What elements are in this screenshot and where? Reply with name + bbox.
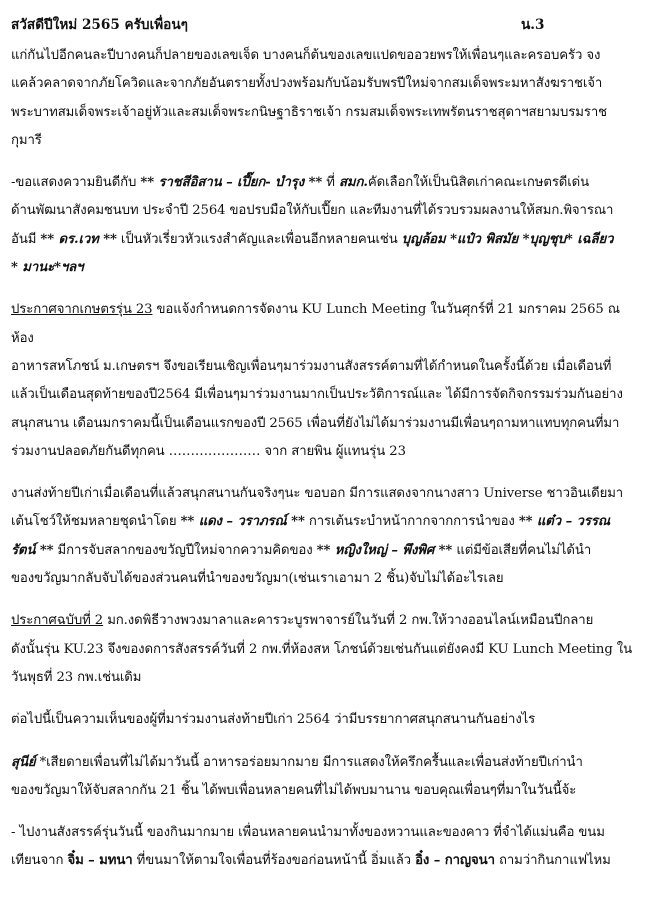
text-run: -ขอแสดงความยินดีกับ xyxy=(11,175,141,191)
text-line xyxy=(11,508,637,536)
text-line: พระบาทสมเด็จพระเจ้าอยู่หัวและสมเด็จพระกนิษฐาธิราชเจ้า กรมสมเด็จพระเทพรัตนราชสุดาฯสยามบรมราช xyxy=(11,104,608,120)
text-line xyxy=(11,296,637,353)
text-run: เป็นหัวเรี่ยวหัวแรงสำคัญและเพื่อนอีกหลายคนเช่น xyxy=(116,231,402,247)
text-run: ที่ขนมาให้ตามใจเพื่อนที่ร้องขอก่อนหน้านี้ อิ่มแล้ว xyxy=(132,853,416,869)
text-line: แล้วเป็นเดือนสุดท้ายของปี2564 มีเพื่อนๆมาร่วมงานมากเป็นประวัติการณ์และ ได้มีการจัดกิจกรรมร่วมกันอย่าง xyxy=(11,387,623,403)
person-name: สุนีย์ xyxy=(11,754,36,770)
honoree-name: ** ราชสีอิสาน – เปี๊ยก- บำรุง ** xyxy=(140,175,323,191)
text-line: แก่กันไปอีกคนละปีบางคนก็ปลายของเลขเจ็ด บางคนก็ต้นของเลขแปดขออวยพรให้เพื่อนๆและครอบครัว จง xyxy=(11,48,601,63)
announcement-heading: ประกาศจากเกษตรรุ่น 23 xyxy=(11,302,153,318)
text-run: มก.งดพิธีวางพวงมาลาและคารวะบูรพาจารย์ในวันที่ 2 กพ.ให้วางออนไลน์เหมือนปีกลาย xyxy=(103,613,594,629)
text-run: ที่ xyxy=(322,175,339,191)
text-line xyxy=(11,537,637,565)
person-name: รัตน์ ** xyxy=(11,542,54,558)
person-name: ** ดร.เวท ** xyxy=(40,231,117,247)
text-line: ดังนั้นรุ่น KU.23 จึงของดการสังสรรค์วันที่ 2 กพ.ที่ห้องสห โภชน์ด้วยเช่นกันแต่ยังคงมี KU Lunch Meeting ใน xyxy=(11,641,633,657)
text-line xyxy=(11,607,637,635)
organization-name: สมก. xyxy=(338,175,368,191)
text-line xyxy=(11,226,637,254)
paragraph-year-end-party xyxy=(11,480,637,593)
text-run: ถามว่ากินกาแฟไหม xyxy=(494,853,611,869)
paragraph-new-year-wishes xyxy=(11,42,637,155)
text-run: เทียนจาก xyxy=(11,853,68,869)
paragraph-opinion-sunee xyxy=(11,749,637,806)
text-line xyxy=(11,169,637,197)
paragraph-congratulations xyxy=(11,169,637,282)
text-line: ร่วมงานปลอดภัยกันดีทุกคน ………………… จาก สายพิน ผู้แทนรุ่น 23 xyxy=(11,443,406,459)
text-line: ของขวัญมาให้จับสลากกัน 21 ชิ้น ได้พบเพื่อนหลายคนที่ไม่ได้พบมานาน ขอบคุณเพื่อนๆที่มาในวันนี้จ้ะ xyxy=(11,782,577,798)
text-run: คัดเลือกให้เป็นนิสิตเก่าคณะเกษตรดีเด่น xyxy=(367,175,590,191)
text-line: วันพุธที่ 23 กพ.เช่นเดิม xyxy=(11,669,142,685)
friends-names: บุญล้อม *แป๋ว พิสมัย *บุญชุบ* เฉลียว xyxy=(401,231,614,247)
paragraph-opinion-party-food xyxy=(11,819,637,876)
page-header xyxy=(11,0,637,42)
text-line: แคล้วคลาดจากภัยโควิดและจากภัยอันตรายทั้งปวงพร้อมกับน้อมรับพรปีใหม่จากสมเด็จพระมหาสังฆราชเจ้า xyxy=(11,76,603,92)
text-run: อันมี xyxy=(11,231,41,247)
text-line: ของขวัญมากลับจับได้ของส่วนคนที่นำของขวัญมา(เช่นเราเอามา 2 ชิ้น)จับไม่ได้อะไรเลย xyxy=(11,571,504,587)
paragraph-opinions-intro xyxy=(11,706,637,734)
person-name: อิ๋ง – กาญจนา xyxy=(415,853,495,869)
text-line: งานส่งท้ายปีเก่าเมื่อเดือนที่แล้วสนุกสนานกันจริงๆนะ ขอบอก มีการแสดงจากนางสาว Universe ชาวอินเดียมา xyxy=(11,486,624,502)
text-line: - ไปงานสังสรรค์รุ่นวันนี้ ของกินมากมาย เพื่อนหลายคนนำมาทั้งของหวานและของคาว ที่จำได้แม่นคือ ขนม xyxy=(11,825,605,841)
person-name: ** หญิงใหญ่ – พึงพิศ ** xyxy=(316,542,453,558)
text-run: การเต้นระบำหน้ากากจากการนำของ xyxy=(304,514,519,530)
page-number: น.3 xyxy=(521,17,545,33)
text-line: กุมารี xyxy=(11,132,42,148)
text-line: * มานะ*ฯลฯ xyxy=(11,260,84,276)
text-line: สนุกสนาน เดือนมกราคมนี้เป็นเดือนแรกของปี 2565 เพื่อนที่ยังไม่ได้มาร่วมงานมีเพื่อนๆถามหาแทบทุกคนที่มา xyxy=(11,415,620,431)
page-title: สวัสดีปีใหม่ 2565 ครับเพื่อนๆ xyxy=(11,17,188,33)
paragraph-lunch-meeting-announcement xyxy=(11,296,637,466)
text-run: เต้นโชว์ให้ชมหลายชุดนำโดย xyxy=(11,514,181,530)
person-name: ** แดง – วราภรณ์ ** xyxy=(180,514,305,530)
text-line xyxy=(11,847,637,875)
text-run: แต่มีข้อเสียที่คนไม่ได้นำ xyxy=(452,542,592,558)
text-line: ด้านพัฒนาสังคมชนบท ประจำปี 2564 ขอปรบมือให้กับเปี๊ยก และทีมงานที่ได้รวบรวมผลงานให้สมก.พิจารณา xyxy=(11,203,614,219)
text-line: อาหารสหโภชน์ ม.เกษตรฯ จึงขอเรียนเชิญเพื่อนๆมาร่วมงานสังสรรค์ตามที่ได้กำหนดในครั้งนี้ด้วย เมื่อเดือนที่ xyxy=(11,358,612,374)
text-run: *เสียดายเพื่อนที่ไม่ได้มาวันนี้ อาหารอร่อยมากมาย มีการแสดงให้ครึกครื้นและเพื่อนส่งท้ายปีเก่านำ xyxy=(35,754,583,770)
person-name: ** แต๋ว – วรรณ xyxy=(518,514,610,530)
text-run: ขอแจ้งกำหนดการจัดงาน KU Lunch Meeting ในวันศุกร์ที่ 21 มกราคม 2565 ณ ห้อง xyxy=(11,302,620,346)
person-name: จิ๋ม – มทนา xyxy=(67,853,133,869)
announcement-heading: ประกาศฉบับที่ 2 xyxy=(11,613,104,629)
text-line: ต่อไปนี้เป็นความเห็นของผู้ที่มาร่วมงานส่งท้ายปีเก่า 2564 ว่ามีบรรยากาศสนุกสนานกันอย่างไร xyxy=(11,712,536,728)
text-run: มีการจับสลากของขวัญปีใหม่จากความคิดของ xyxy=(53,542,317,558)
text-line xyxy=(11,749,637,777)
paragraph-announcement-2 xyxy=(11,607,637,692)
